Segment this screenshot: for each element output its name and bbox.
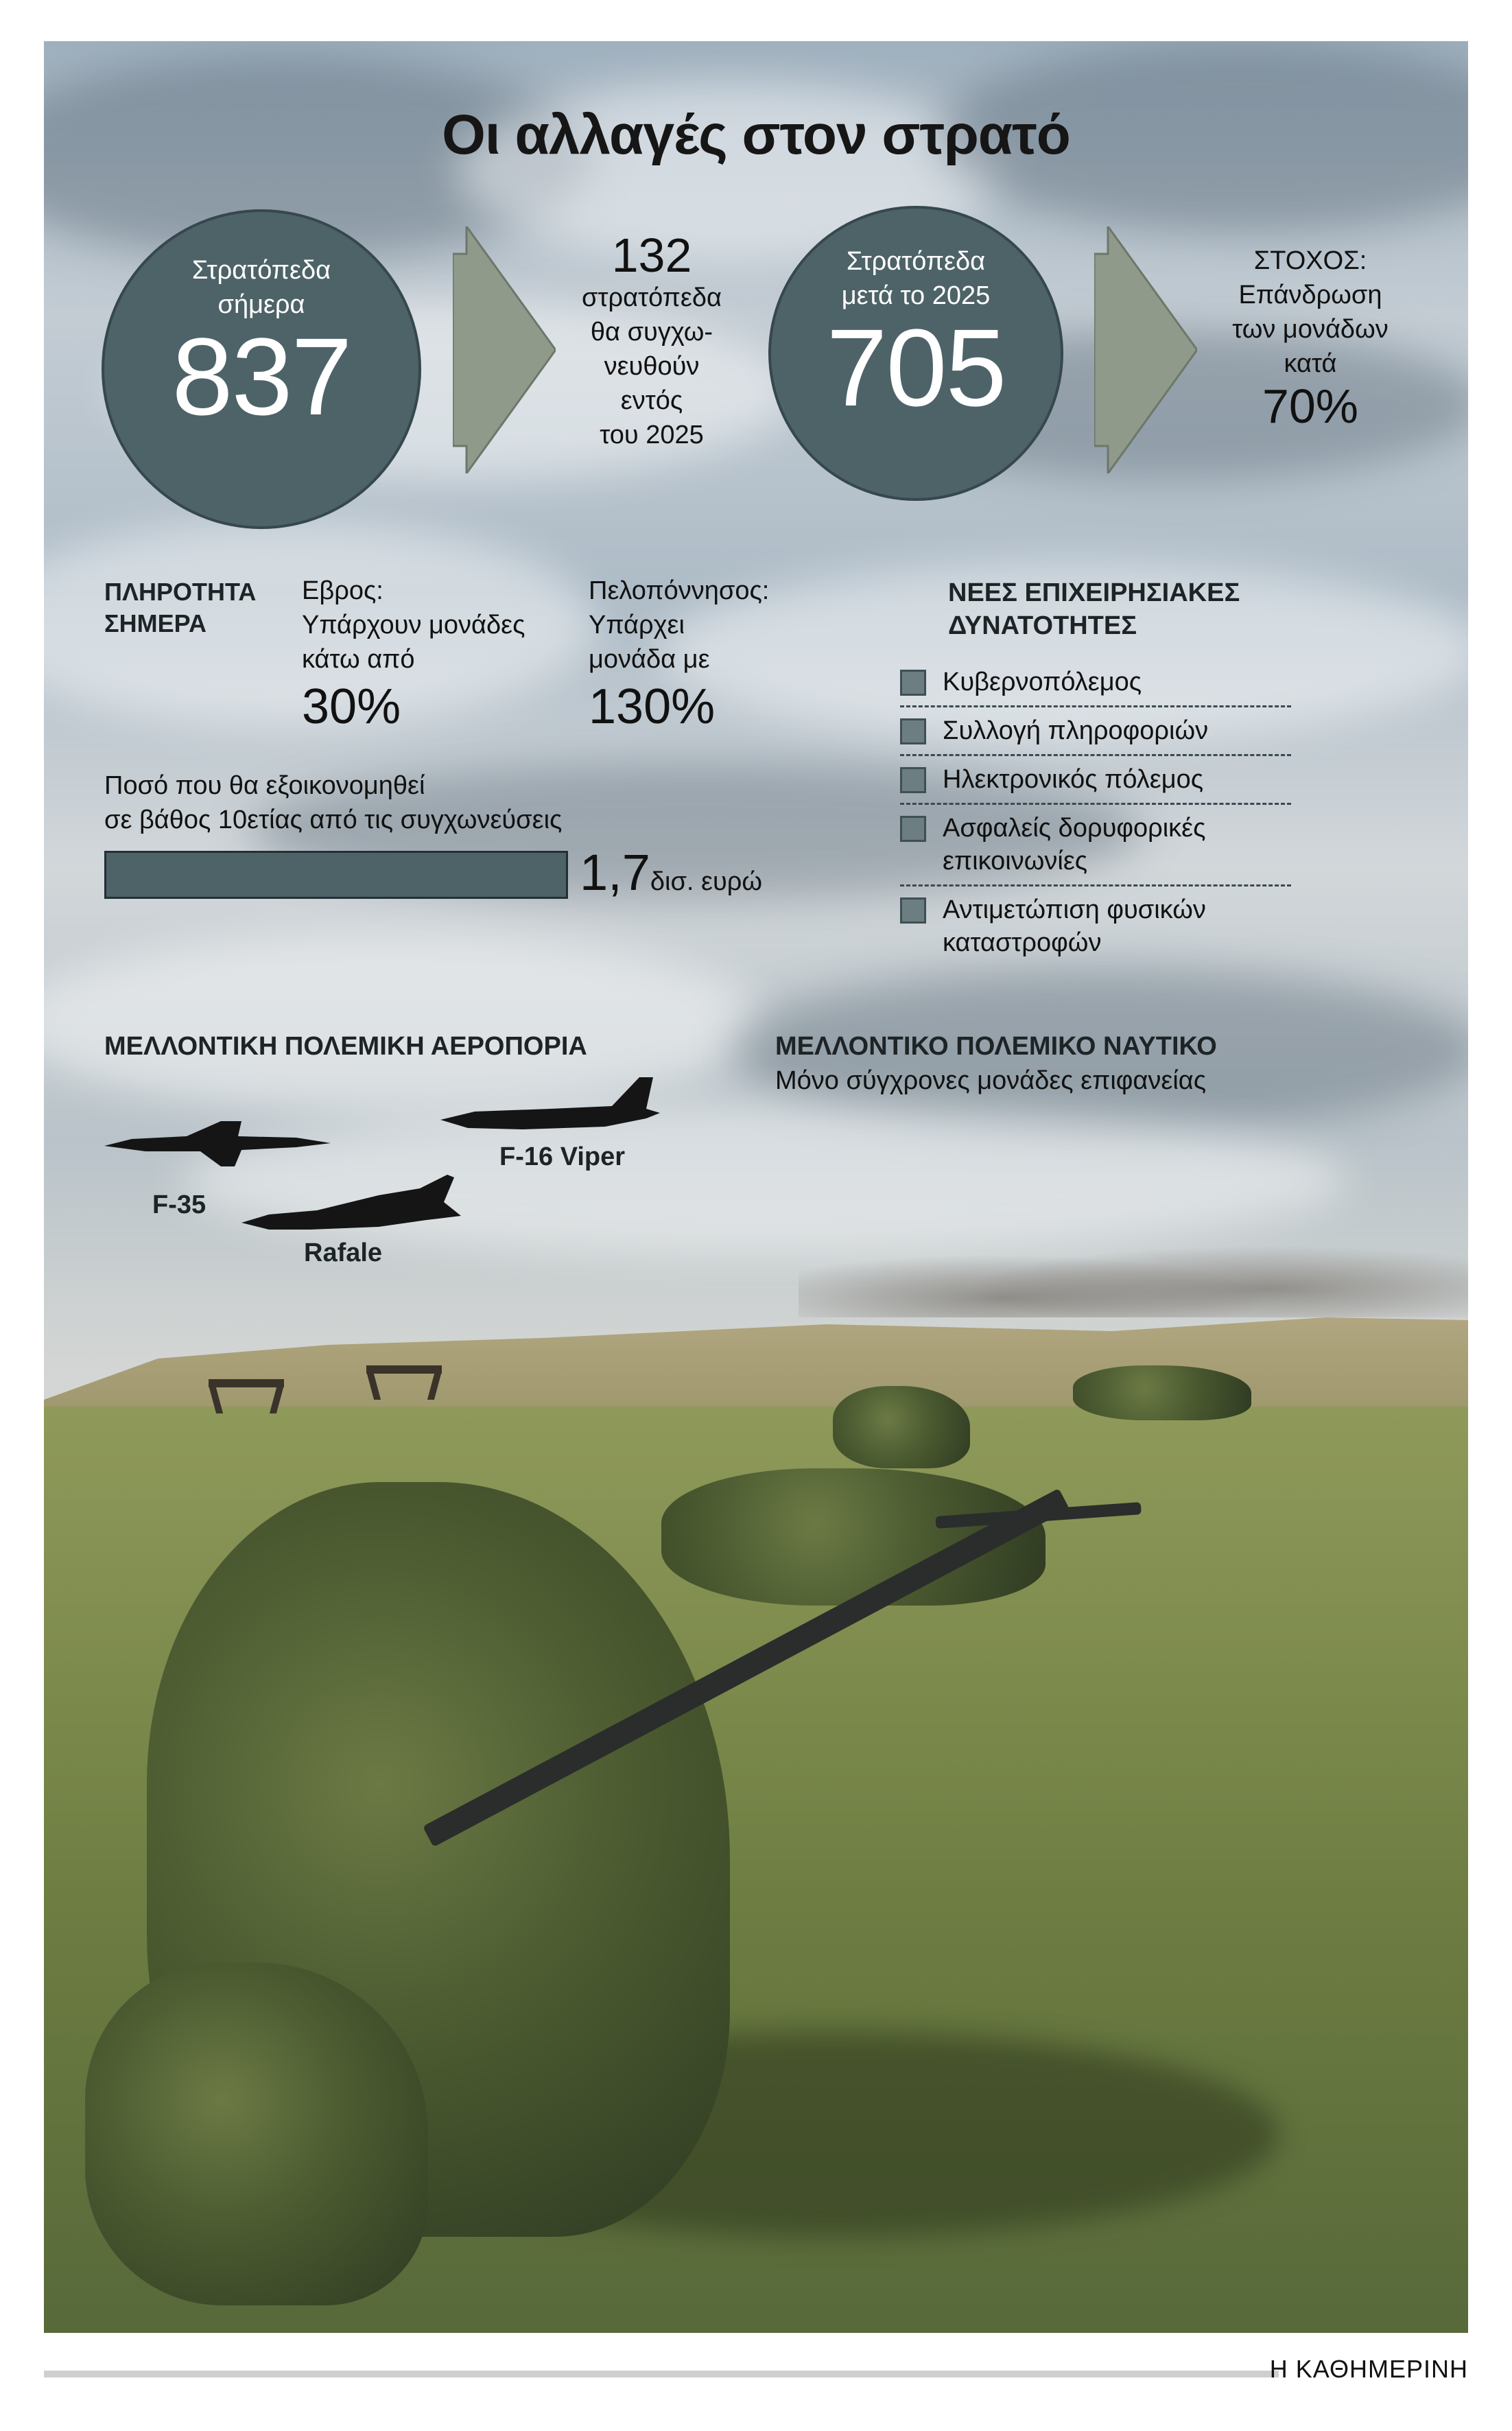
rafale-silhouette-icon [241, 1175, 468, 1243]
list-item [900, 756, 1291, 805]
capability-text [943, 893, 1206, 959]
peloponnese-value: 130% [589, 679, 716, 734]
capability-line: Κυβερνοπόλεμος [943, 668, 1142, 696]
capability-line: Ασφαλείς δορυφορικές [943, 814, 1206, 843]
goal-value: 70% [1262, 379, 1359, 433]
air-force-heading: ΜΕΛΛΟΝΤΙΚΗ ΠΟΛΕΜΙΚΗ ΑΕΡΟΠΟΡΙΑ [104, 1032, 587, 1061]
peloponnese-text [589, 574, 769, 677]
savings-unit: δισ. ευρώ [650, 867, 763, 896]
evros-value: 30% [302, 679, 401, 734]
navy-text: Μόνο σύγχρονες μονάδες επιφανείας [775, 1066, 1207, 1095]
camps-after-circle [768, 206, 1063, 501]
evros-line: Υπάρχουν μονάδες [302, 611, 525, 639]
merged-line: στρατόπεδα [582, 283, 722, 312]
square-bullet-icon [900, 897, 926, 924]
navy-heading: ΜΕΛΛΟΝΤΙΚΟ ΠΟΛΕΜΙΚΟ ΝΑΥΤΙΚΟ [775, 1032, 1217, 1061]
staffing-heading-line: ΣΗΜΕΡΑ [104, 609, 206, 637]
capability-text [943, 666, 1142, 698]
arrow-right-icon [453, 226, 556, 473]
capability-text [943, 714, 1208, 747]
staffing-heading [104, 576, 256, 639]
merged-info [549, 230, 755, 452]
capabilities-list [900, 659, 1291, 966]
arrow-right-icon [1094, 226, 1197, 473]
capabilities-heading-line: ΔΥΝΑΤΟΤΗΤΕΣ [948, 611, 1137, 640]
camps-today-value: 837 [172, 315, 351, 438]
peloponnese-line: μονάδα με [589, 645, 710, 674]
plane-label-rafale: Rafale [304, 1238, 383, 1267]
staffing-heading-line: ΠΛΗΡΟΤΗΤΑ [104, 578, 257, 606]
f16-silhouette-icon [440, 1070, 660, 1146]
page-title: Οι αλλαγές στον στρατό [442, 104, 1070, 166]
square-bullet-icon [900, 718, 926, 744]
camps-today-label-2: σήμερα [217, 290, 305, 319]
footer-divider [44, 2371, 1279, 2377]
savings-line: Ποσό που θα εξοικονομηθεί [104, 771, 425, 800]
savings-bar [104, 851, 568, 899]
savings-line: σε βάθος 10ετίας από τις συγχωνεύσεις [104, 806, 563, 834]
camps-after-label-1: Στρατόπεδα [846, 247, 986, 276]
merged-value: 132 [611, 228, 692, 282]
capabilities-heading-line: ΝΕΕΣ ΕΠΙΧΕΙΡΗΣΙΑΚΕΣ [948, 578, 1240, 607]
savings-value [580, 845, 762, 909]
list-item [900, 805, 1291, 886]
capability-line: καταστροφών [943, 928, 1102, 957]
evros-line: κάτω από [302, 645, 415, 674]
merged-line: νευθούν [604, 352, 700, 381]
capability-line: Ηλεκτρονικός πόλεμος [943, 765, 1204, 794]
evros-text [302, 574, 525, 677]
peloponnese-line: Πελοπόννησος: [589, 576, 770, 605]
peloponnese-line: Υπάρχει [589, 611, 685, 639]
camps-after-value: 705 [826, 306, 1006, 429]
square-bullet-icon [900, 816, 926, 842]
evros-line: Εβρος: [302, 576, 383, 605]
goal-info [1207, 244, 1413, 432]
savings-text [104, 768, 562, 837]
capability-text [943, 763, 1203, 796]
square-bullet-icon [900, 670, 926, 696]
merged-line: θα συγχω- [590, 318, 713, 347]
camps-after-label-2: μετά το 2025 [841, 281, 991, 310]
capability-line: Συλλογή πληροφοριών [943, 716, 1209, 745]
plane-label-f35: F-35 [152, 1190, 206, 1219]
goal-line: ΣΤΟΧΟΣ: [1253, 246, 1367, 275]
goal-line: κατά [1284, 349, 1337, 378]
list-item [900, 659, 1291, 707]
capabilities-heading [948, 576, 1240, 642]
goal-line: Επάνδρωση [1238, 281, 1382, 309]
camps-today-circle [102, 209, 421, 529]
brand-logo: Η ΚΑΘΗΜΕΡΙΝΗ [1269, 2355, 1468, 2383]
list-item [900, 707, 1291, 756]
savings-amount: 1,7 [580, 844, 650, 901]
goal-line: των μονάδων [1232, 315, 1389, 344]
square-bullet-icon [900, 767, 926, 793]
capability-line: επικοινωνίες [943, 847, 1088, 876]
list-item [900, 886, 1291, 966]
merged-line: εντός [620, 386, 683, 415]
f35-silhouette-icon [104, 1112, 331, 1173]
merged-line: του 2025 [600, 421, 704, 449]
plane-label-f16: F-16 Viper [499, 1142, 626, 1171]
capability-text [943, 812, 1205, 878]
camps-today-label-1: Στρατόπεδα [191, 256, 331, 285]
capability-line: Αντιμετώπιση φυσικών [943, 895, 1206, 924]
